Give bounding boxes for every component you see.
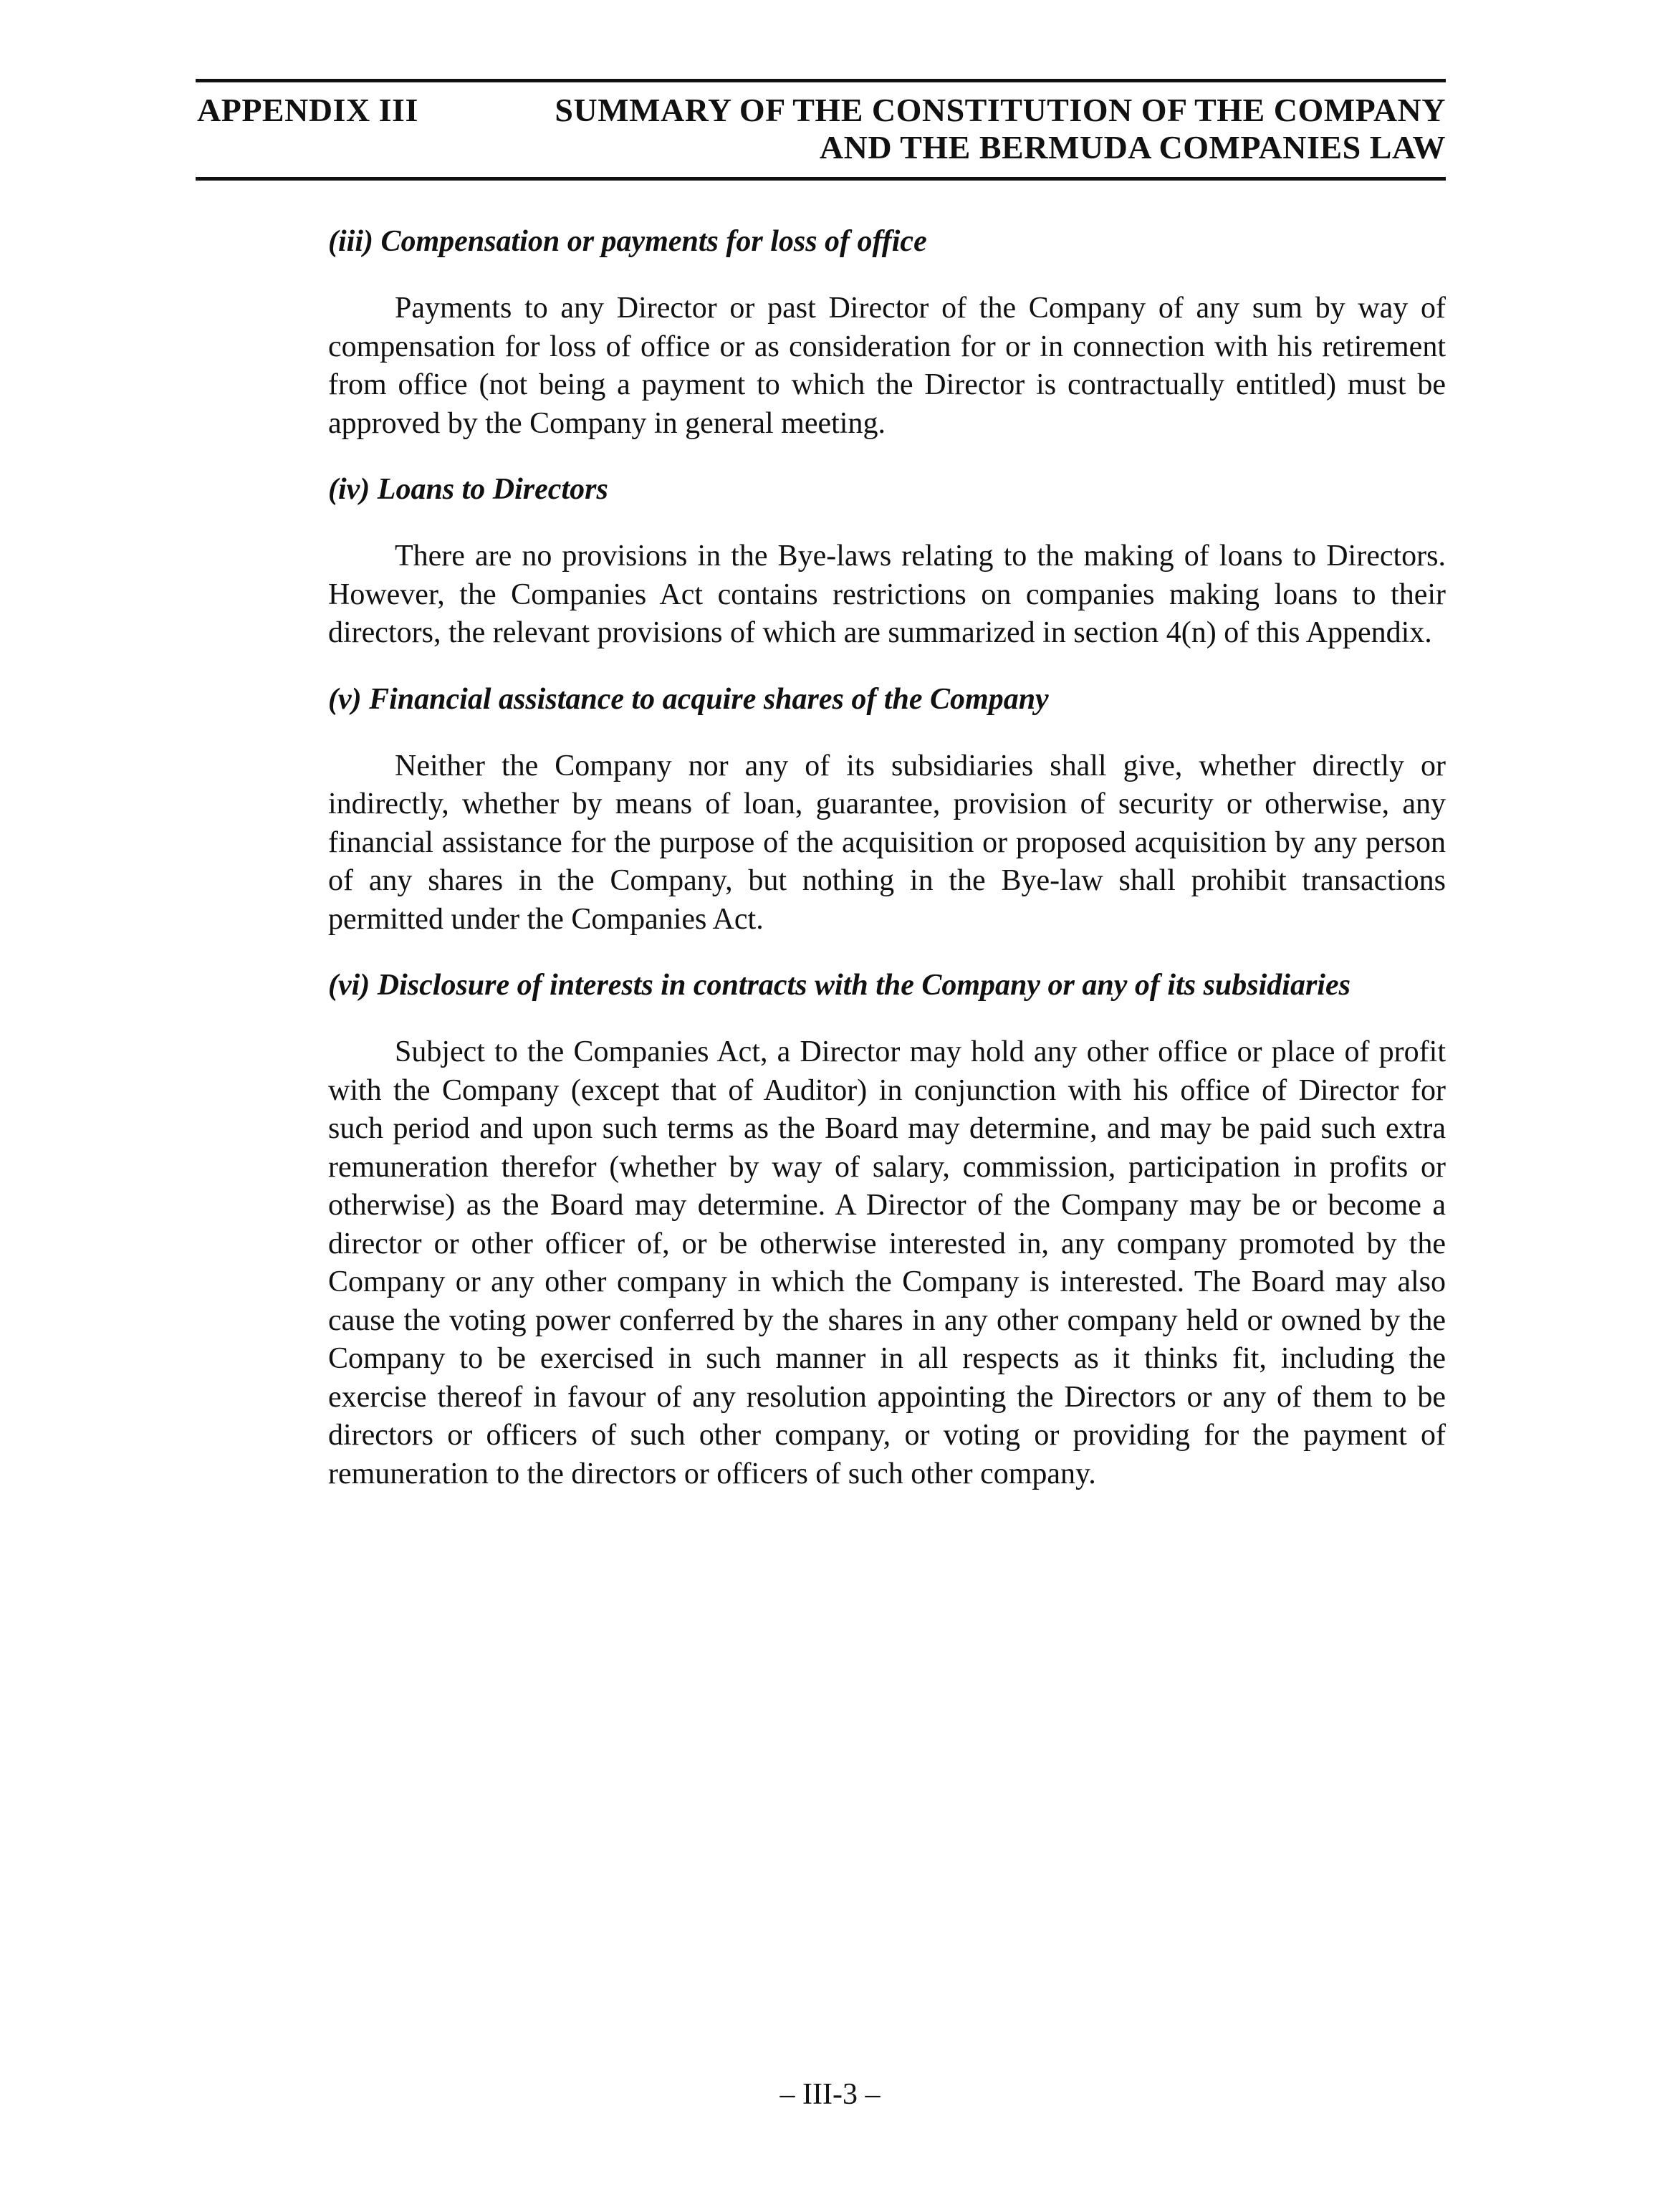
appendix-title-line-2: AND THE BERMUDA COMPANIES LAW	[819, 129, 1446, 166]
appendix-title	[514, 92, 1446, 166]
header-top-rule	[196, 79, 1446, 82]
section-heading-compensation: (iii) Compensation or payments for loss of office	[328, 225, 927, 258]
section-paragraph-disclosure: Subject to the Companies Act, a Director may hold any other office or place of profit with the Company (except that of Auditor) in conjunction with his office of Director for such period and upon such terms as the Board may determine, and may be paid such extra remuneration therefor (whether by way of salary, commission, participation in profits or otherwise) as the Board may determine. A Director of the Company may be or become a director or other officer of, or be otherwise interested in, any company promoted by the Company or any other company in which the Company is interested. The Board may also cause the voting power conferred by the shares in any other company held or owned by the Company to be exercised in such manner in all respects as it thinks fit, including the exercise thereof in favour of any resolution appointing the Directors or any of them to be directors or officers of such other company, or voting or providing for the payment of remuneration to the directors or officers of such other company.	[328, 1035, 1446, 1490]
page-number: – III-3 –	[779, 2078, 881, 2111]
section-paragraph-compensation: Payments to any Director or past Director of the Company of any sum by way of compensation for loss of office or as consideration for or in connection with his retirement from office (not being a payment to which the Director is contractually entitled) must be approved by the Company in general meeting.	[328, 292, 1446, 440]
header-bottom-rule	[196, 177, 1446, 181]
document-body	[328, 222, 1446, 1521]
section-paragraph-loans: There are no provisions in the Bye-laws relating to the making of loans to Directors. However, the Companies Act contains restrictions on companies making loans to their directors, the relevant provisions of which are summarized in section 4(n) of this Appendix.	[328, 540, 1446, 649]
appendix-title-line-1: SUMMARY OF THE CONSTITUTION OF THE COMPANY	[555, 92, 1446, 128]
section-heading-loans: (iv) Loans to Directors	[328, 473, 608, 506]
appendix-label: APPENDIX III	[197, 92, 418, 128]
section-heading-disclosure: (vi) Disclosure of interests in contracts with the Company or any of its subsidiaries	[328, 969, 1350, 1002]
section-paragraph-financial-assistance: Neither the Company nor any of its subsidiaries shall give, whether directly or indirectly, whether by means of loan, guarantee, provision of security or otherwise, any financial assistance for the purpose of the acquisition or proposed acquisition by any person of any shares in the Company, but nothing in the Bye-law shall prohibit transactions permitted under the Companies Act.	[328, 749, 1446, 936]
section-heading-financial-assistance: (v) Financial assistance to acquire shares of the Company	[328, 682, 1049, 716]
